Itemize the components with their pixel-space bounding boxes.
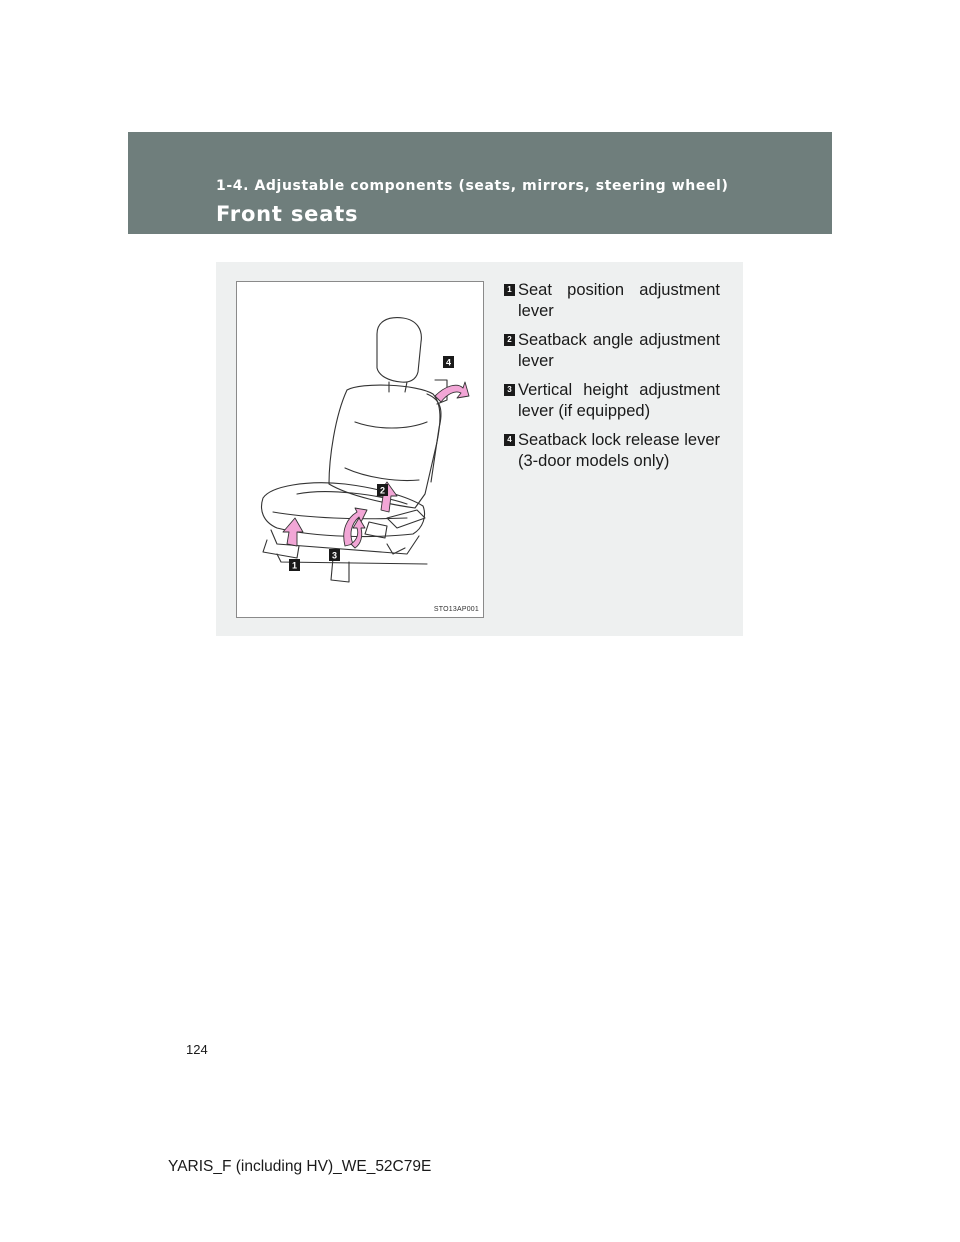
legend-item	[504, 430, 720, 472]
callout-3: 3	[331, 550, 338, 561]
legend-list	[504, 280, 720, 480]
number-badge: 4	[504, 434, 515, 446]
legend-item	[504, 380, 720, 422]
section-label: 1-4. Adjustable components (seats, mirrors, steering wheel)	[216, 178, 729, 194]
seat-illustration	[236, 281, 484, 618]
figure-code: STO13AP001	[433, 606, 479, 613]
legend-text: Seatback angle adjustment lever	[518, 331, 720, 370]
legend-text: Seat position adjustment lever	[518, 281, 720, 320]
page-number: 124	[186, 1042, 208, 1057]
document-footer: YARIS_F (including HV)_WE_52C79E	[168, 1158, 432, 1175]
seat-drawing	[237, 282, 483, 617]
callout-1: 1	[291, 560, 298, 571]
callout-2: 2	[379, 485, 386, 496]
number-badge: 1	[504, 284, 515, 296]
legend-text: Vertical height adjustment lever (if equipped)	[518, 381, 720, 420]
number-badge: 3	[504, 384, 515, 396]
callout-4: 4	[445, 357, 452, 368]
header-band	[128, 132, 832, 234]
legend-text: Seatback lock release lever (3-door models only)	[518, 431, 720, 470]
page-title: Front seats	[216, 202, 359, 226]
legend-item	[504, 330, 720, 372]
legend-item	[504, 280, 720, 322]
number-badge: 2	[504, 334, 515, 346]
content-panel	[216, 262, 743, 636]
